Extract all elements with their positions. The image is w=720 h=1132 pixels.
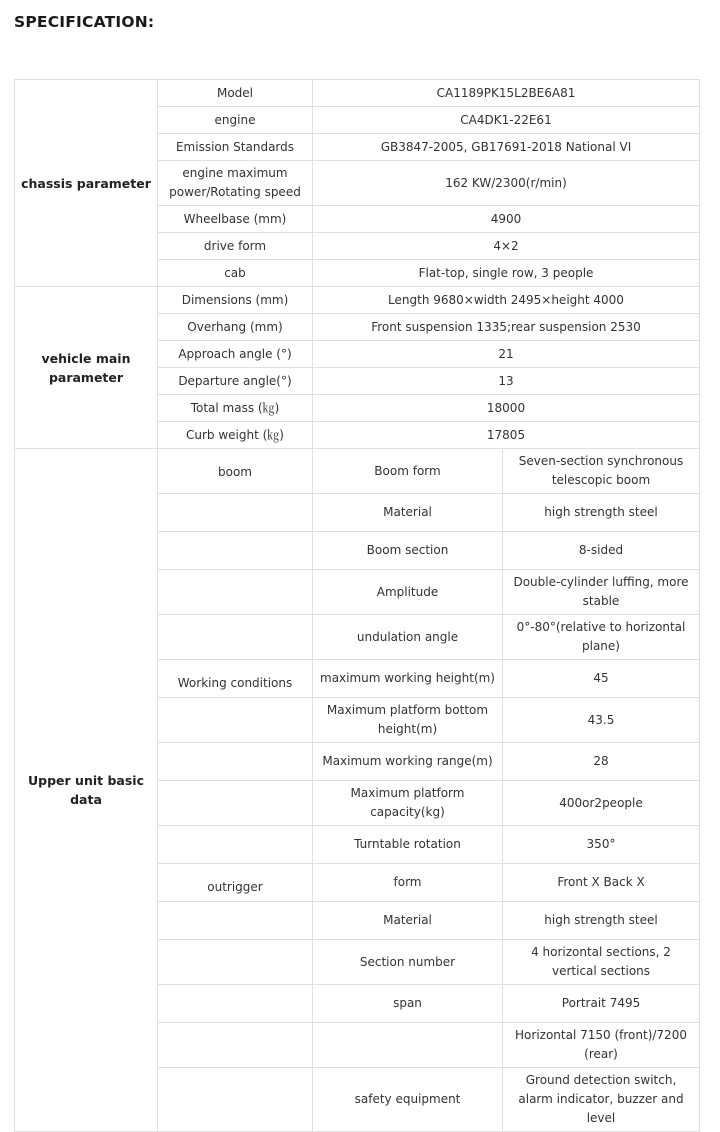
spec-value: Portrait 7495	[503, 985, 700, 1023]
spec-value: CA1189PK15L2BE6A81	[313, 80, 700, 107]
spec-value: 400or2people	[503, 781, 700, 826]
spec-label: cab	[158, 260, 313, 287]
spec-value: 43.5	[503, 698, 700, 743]
spec-value: 8-sided	[503, 532, 700, 570]
spec-label: Turntable rotation	[313, 826, 503, 864]
subgroup-label: outrigger	[158, 864, 313, 902]
spec-value: 13	[313, 368, 700, 395]
subgroup-label	[158, 940, 313, 985]
spec-label: Approach angle (°)	[158, 341, 313, 368]
spec-label: Curb weight (㎏)	[158, 422, 313, 449]
group-label: Upper unit basic data	[15, 449, 158, 1132]
vehicle-section	[15, 287, 700, 449]
spec-value: high strength steel	[503, 494, 700, 532]
subgroup-label	[158, 615, 313, 660]
spec-row	[15, 449, 700, 494]
spec-value: 17805	[313, 422, 700, 449]
spec-label: Material	[313, 494, 503, 532]
subgroup-label	[158, 743, 313, 781]
spec-label: drive form	[158, 233, 313, 260]
spec-label: Maximum platform bottom height(m)	[313, 698, 503, 743]
spec-value: 28	[503, 743, 700, 781]
subgroup-label	[158, 570, 313, 615]
spec-label: engine maximum power/Rotating speed	[158, 161, 313, 206]
subgroup-label: boom	[158, 449, 313, 494]
spec-value: GB3847-2005, GB17691-2018 National VI	[313, 134, 700, 161]
spec-value: Front suspension 1335;rear suspension 2530	[313, 314, 700, 341]
spec-label: Section number	[313, 940, 503, 985]
spec-value: 21	[313, 341, 700, 368]
specification-table	[14, 79, 700, 1132]
spec-value: CA4DK1-22E61	[313, 107, 700, 134]
spec-row	[15, 287, 700, 314]
spec-label: Emission Standards	[158, 134, 313, 161]
spec-value: 18000	[313, 395, 700, 422]
group-label: vehicle main parameter	[15, 287, 158, 449]
subgroup-label	[158, 826, 313, 864]
upper-section	[15, 449, 700, 1132]
spec-label: Total mass (㎏)	[158, 395, 313, 422]
subgroup-label	[158, 902, 313, 940]
spec-label: maximum working height(m)	[313, 660, 503, 698]
chassis-section	[15, 80, 700, 287]
spec-label: engine	[158, 107, 313, 134]
subgroup-label	[158, 985, 313, 1023]
spec-value: Front X Back X	[503, 864, 700, 902]
spec-label: Dimensions (mm)	[158, 287, 313, 314]
spec-value: 162 KW/2300(r/min)	[313, 161, 700, 206]
spec-label: Maximum working range(m)	[313, 743, 503, 781]
spec-value: 350°	[503, 826, 700, 864]
page-title: SPECIFICATION:	[14, 13, 155, 31]
spec-label: safety equipment	[313, 1068, 503, 1132]
spec-label: Overhang (mm)	[158, 314, 313, 341]
subgroup-label	[158, 494, 313, 532]
subgroup-label	[158, 1023, 313, 1068]
spec-value: Flat-top, single row, 3 people	[313, 260, 700, 287]
spec-label: span	[313, 985, 503, 1023]
spec-label: form	[313, 864, 503, 902]
spec-label: undulation angle	[313, 615, 503, 660]
spec-value: Seven-section synchronous telescopic boom	[503, 449, 700, 494]
spec-value: 4900	[313, 206, 700, 233]
spec-value: Length 9680×width 2495×height 4000	[313, 287, 700, 314]
spec-label: Maximum platform capacity(kg)	[313, 781, 503, 826]
spec-label: Departure angle(°)	[158, 368, 313, 395]
spec-value: Double-cylinder luffing, more stable	[503, 570, 700, 615]
spec-label: Boom form	[313, 449, 503, 494]
subgroup-label	[158, 532, 313, 570]
spec-label: Material	[313, 902, 503, 940]
subgroup-label	[158, 698, 313, 743]
spec-label: Boom section	[313, 532, 503, 570]
spec-value: 4×2	[313, 233, 700, 260]
spec-row	[15, 80, 700, 107]
group-label: chassis parameter	[15, 80, 158, 287]
subgroup-label	[158, 781, 313, 826]
spec-label: Wheelbase (mm)	[158, 206, 313, 233]
spec-value: high strength steel	[503, 902, 700, 940]
spec-value: Ground detection switch, alarm indicator, buzzer and level	[503, 1068, 700, 1132]
spec-value: 0°-80°(relative to horizontal plane)	[503, 615, 700, 660]
subgroup-label: Working conditions	[158, 660, 313, 698]
spec-label: Amplitude	[313, 570, 503, 615]
subgroup-label	[158, 1068, 313, 1132]
spec-label: Model	[158, 80, 313, 107]
spec-label	[313, 1023, 503, 1068]
spec-value: 45	[503, 660, 700, 698]
spec-value: Horizontal 7150 (front)/7200 (rear)	[503, 1023, 700, 1068]
spec-value: 4 horizontal sections, 2 vertical sections	[503, 940, 700, 985]
